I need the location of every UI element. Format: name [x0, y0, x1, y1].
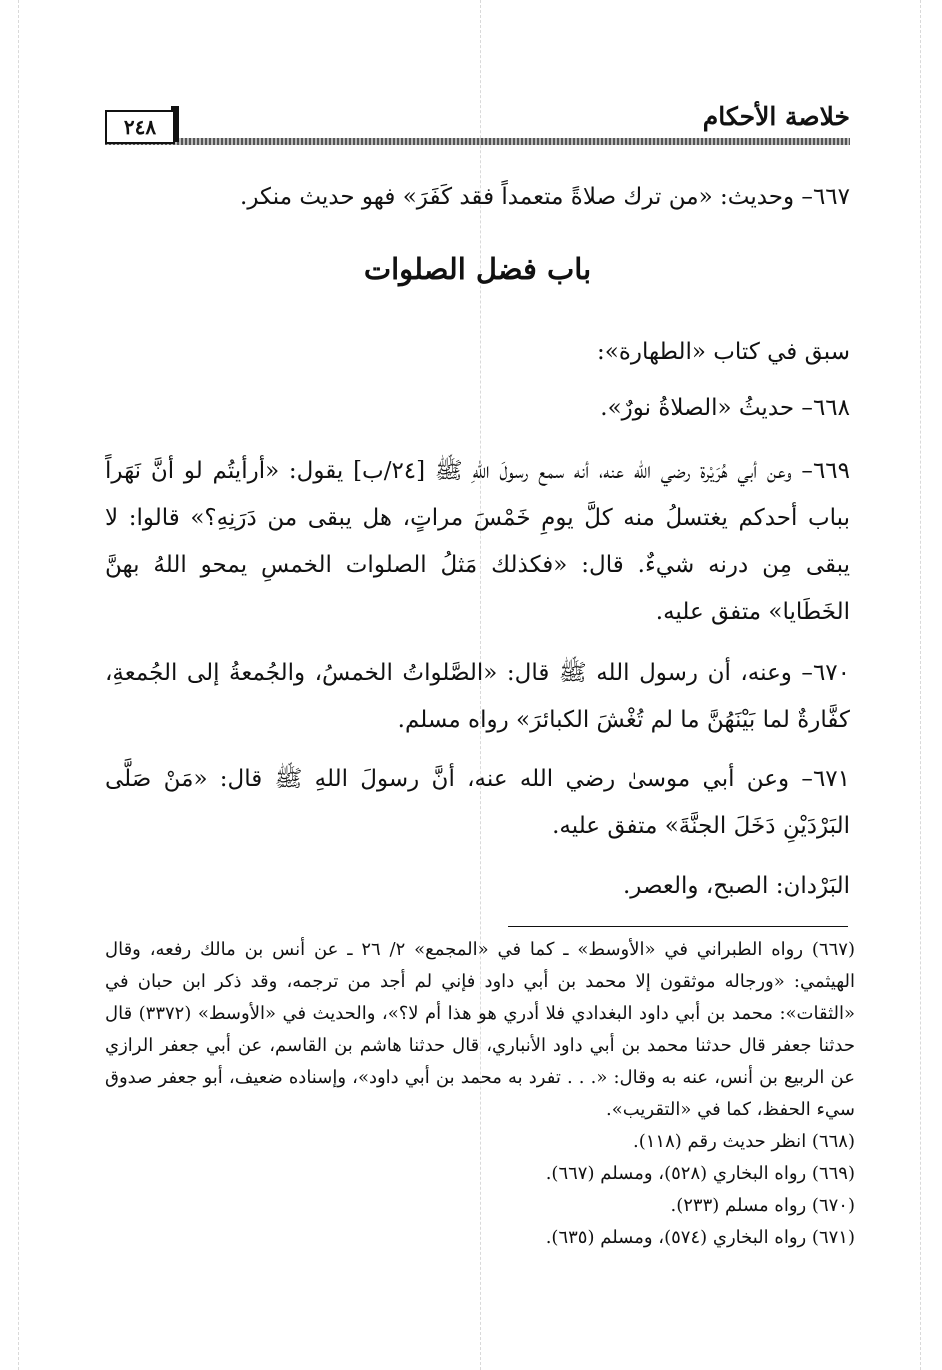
hadith-671: ٦٧١– وعن أبي موسىٰ رضي الله عنه، أنَّ رسولَ اللهِ ﷺ قال: «مَنْ صَلَّى البَرْدَيْنِ دَخَلَ الجنَّةَ» متفق عليه.: [105, 766, 850, 839]
footnote-668: (٦٦٨) انظر حديث رقم (١١٨).: [633, 1131, 855, 1152]
footnote-separator: [508, 926, 848, 927]
book-title: خلاصة الأحكام: [702, 102, 850, 131]
page-header: [105, 100, 850, 148]
intro-line: سبق في كتاب «الطهارة»:: [597, 339, 850, 365]
footnote-669: (٦٦٩) رواه البخاري (٥٢٨)، ومسلم (٦٦٧).: [545, 1163, 855, 1184]
bardan-definition: البَرْدان: الصبح، والعصر.: [622, 873, 850, 899]
footnotes: [105, 934, 855, 1254]
hadith-667: ٦٦٧– وحديث: «من ترك صلاةً متعمداً فقد كَفَرَ» فهو حديث منكر.: [240, 184, 850, 210]
footnote-667: (٦٦٧) رواه الطبراني في «الأوسط» ـ كما في «المجمع» ٢/ ٢٦ ـ عن أنس بن مالك رفعه، وقال الهيثمي: «ورجاله موثقون إلا محمد بن أبي داود فإني لم أجد من ترجمه، وقد ذكر ابن حبان في «الثقات»: محمد بن أبي داود البغدادي فلا أدري هو هذا أم لا؟»، والحديث في «الأوسط» (٣٣٧٢) قال حدثنا جعفر قال حدثنا محمد بن أبي داود الأنباري، قال حدثنا هاشم بن القاسم، عن أبي جعفر الرازي عن الربيع بن أنس، عنه به وقال: «. . . تفرد به محمد بن أبي داود»، وإسناده ضعيف، أبو جعفر صدوق سيء الحفظ، كما في «التقريب».: [105, 939, 855, 1120]
page-number: ٢٤٨: [105, 110, 175, 144]
footnote-670: (٦٧٠) رواه مسلم (٢٣٣).: [670, 1195, 855, 1216]
hadith-670: ٦٧٠– وعنه، أن رسول الله ﷺ قال: «الصَّلواتُ الخمسُ، والجُمعةُ إلى الجُمعةِ، كفَّارةٌ لما بَيْنَهُنَّ ما لم تُغْشَ الكبائرَ» رواه مسلم.: [105, 660, 850, 733]
header-rule: [105, 138, 850, 145]
section-title: باب فضل الصلوات: [363, 252, 592, 286]
hadith-669: ٦٦٩– وعن أبي هُرَيْرة رضي الله عنه، أنه سمع رسولَ اللهِ ﷺ [٢٤/ب] يقول: «أرأيتُم لو أنَّ نَهَراً بباب أحدكم يغتسلُ منه كلَّ يومِ خَمْسَ مراتٍ، هل يبقى من دَرَنِهِ؟» قالوا: لا يبقى مِن درنه شيءٌ. قال: «فكذلك مَثلُ الصلوات الخمسِ يمحو اللهُ بهنَّ الخَطَايا» متفق عليه.: [105, 458, 850, 625]
scan-guide-left: [18, 0, 19, 1370]
footnote-671: (٦٧١) رواه البخاري (٥٧٤)، ومسلم (٦٣٥).: [545, 1227, 855, 1248]
scan-guide-right: [920, 0, 921, 1370]
hadith-668: ٦٦٨– حديثُ «الصلاةُ نورٌ».: [600, 395, 850, 421]
